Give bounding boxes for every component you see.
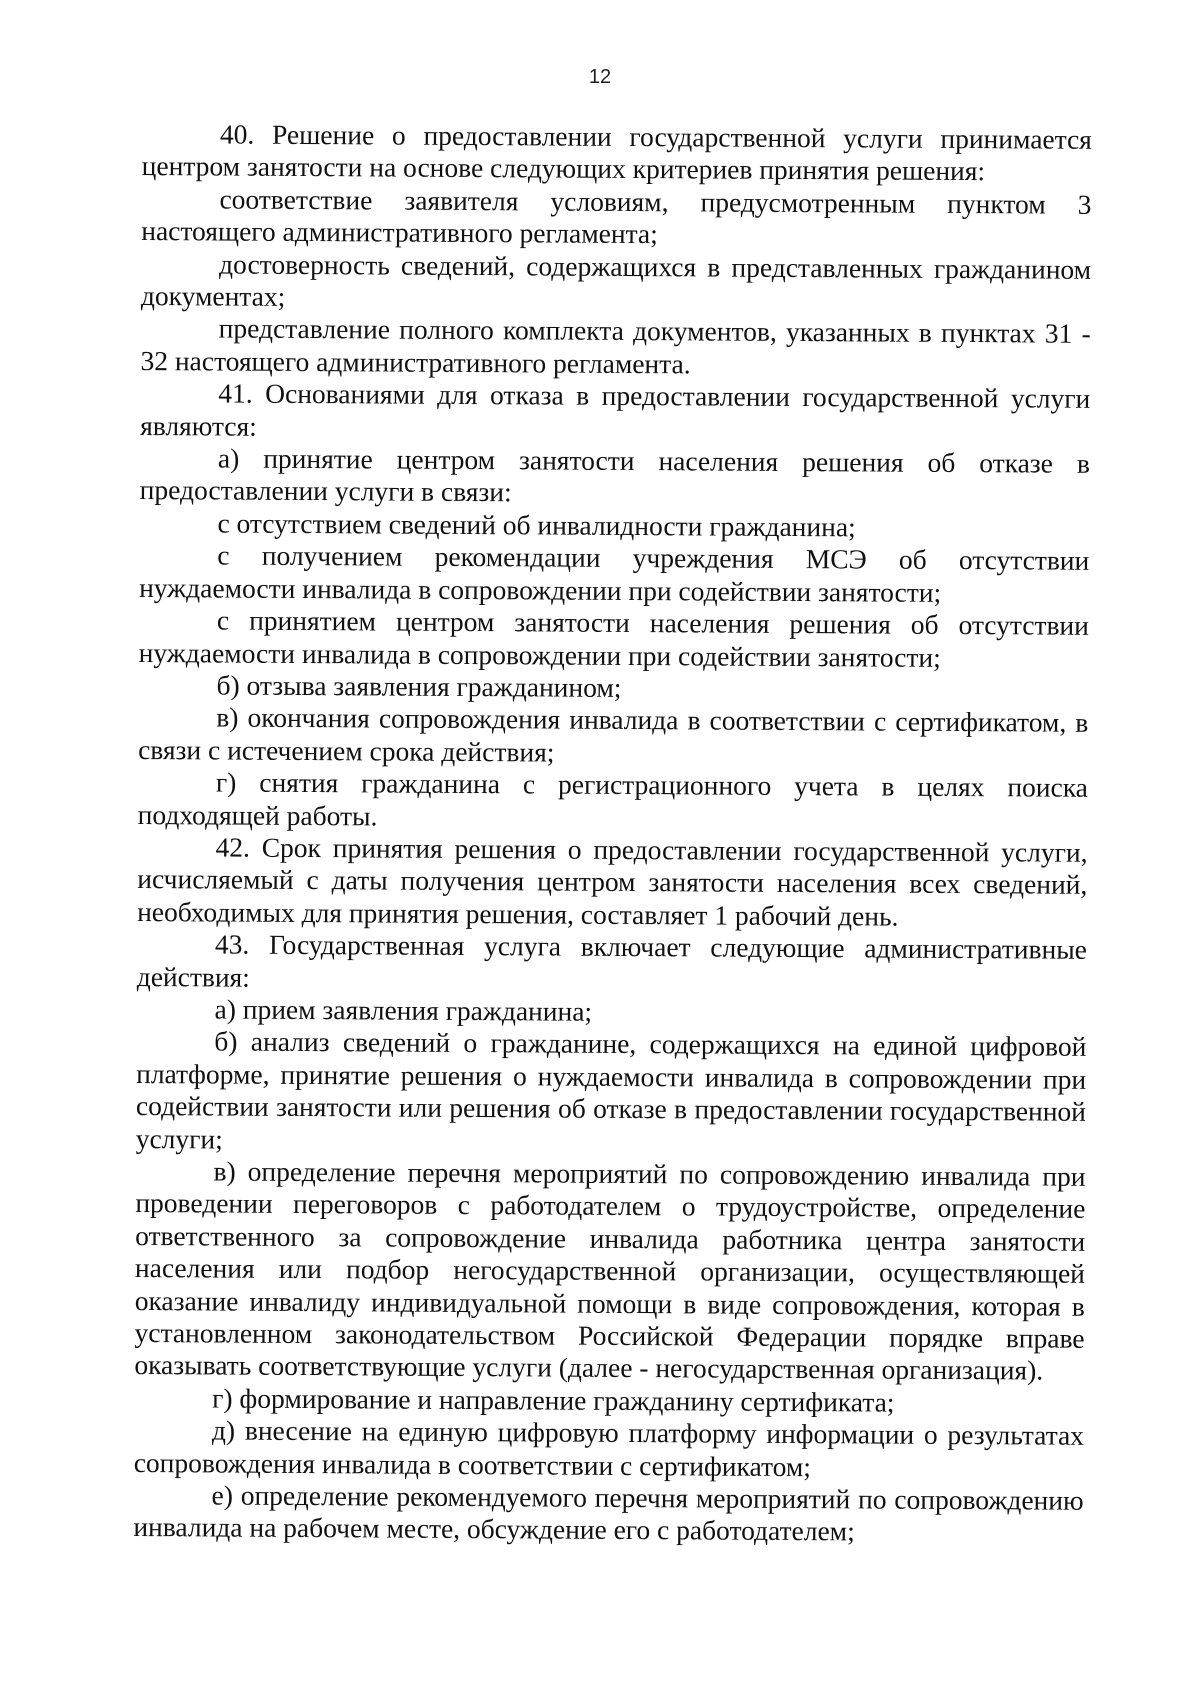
document-body xyxy=(133,118,1092,1550)
paragraph-40: 40. Решение о предоставлении государственной услуги принимается центром занятости на основе следующих критериев принятия решения: xyxy=(141,118,1092,187)
paragraph-43-b: б) анализ сведений о гражданине, содержащихся на единой цифровой платформе, принятие решения о нуждаемости инвалида в сопровождении при содействии занятости или решения об отказе в предоставлении государственной услуги; xyxy=(135,1025,1087,1155)
paragraph-43-g: г) формирование и направление гражданину сертификата; xyxy=(212,1382,895,1418)
paragraph-42: 42. Срок принятия решения о предоставлении государственной услуги, исчисляемый с даты получения центром занятости населения всех сведений, необходимых для принятия решения, составляет 1 рабочий день. xyxy=(137,831,1088,932)
page-number: 12 xyxy=(588,66,612,88)
paragraph-43-a: а) прием заявления гражданина; xyxy=(214,993,593,1027)
paragraph-41-g: г) снятия гражданина с регистрационного учета в целях поиска подходящей работы. xyxy=(137,766,1089,831)
paragraph-41: 41. Основаниями для отказа в предоставлении государственной услуги являются: xyxy=(140,377,1091,442)
paragraph-43-v: в) определение перечня мероприятий по сопровождению инвалида при проведении переговоров с работодателем о трудоустройстве, определение ответственного за сопровождение инвалида работника центра занятости населения или подбор негосударственной организации, осуществляющей оказание инвалиду индивидуальной помощи в виде сопровождения, которая в установленном законодательством Российской Федерации порядке вправе оказывать соответствующие услуги (далее - негосударственная организация). xyxy=(134,1155,1086,1386)
paragraph-criterion-completeness: представление полного комплекта документов, указанных в пунктах 31 - 32 настоящего административного регламента. xyxy=(140,312,1091,380)
paragraph-41-a-3: с принятием центром занятости населения решения об отсутствии нуждаемости инвалида в сопровождении при содействии занятости; xyxy=(138,604,1090,673)
paragraph-41-a-2: с получением рекомендации учреждения МСЭ об отсутствии нуждаемости инвалида в сопровождении при содействии занятости; xyxy=(139,539,1090,608)
paragraph-43-e: е) определение рекомендуемого перечня мероприятий по сопровождению инвалида на рабочем месте, обсуждение его с работодателем; xyxy=(133,1479,1084,1547)
paragraph-criterion-eligibility: соответствие заявителя условиям, предусмотренным пунктом 3 настоящего административного регламента; xyxy=(141,183,1092,250)
paragraph-41-a: а) принятие центром занятости населения решения об отказе в предоставлении услуги в связи: xyxy=(139,442,1091,508)
paragraph-41-v: в) окончания сопровождения инвалида в соответствии с сертификатом, в связи с истечением срока действия; xyxy=(138,701,1089,768)
paragraph-criterion-accuracy: достоверность сведений, содержащихся в представленных гражданином документах; xyxy=(140,248,1092,312)
paragraph-43: 43. Государственная услуга включает следующие административные действия: xyxy=(136,928,1088,993)
paragraph-41-a-1: с отсутствием сведений об инвалидности гражданина; xyxy=(217,507,856,543)
paragraph-43-d: д) внесение на единую цифровую платформу информации о результатах сопровождения инвалида в соответствии с сертификатом; xyxy=(133,1414,1085,1482)
paragraph-41-b: б) отзыва заявления гражданином; xyxy=(216,669,622,703)
